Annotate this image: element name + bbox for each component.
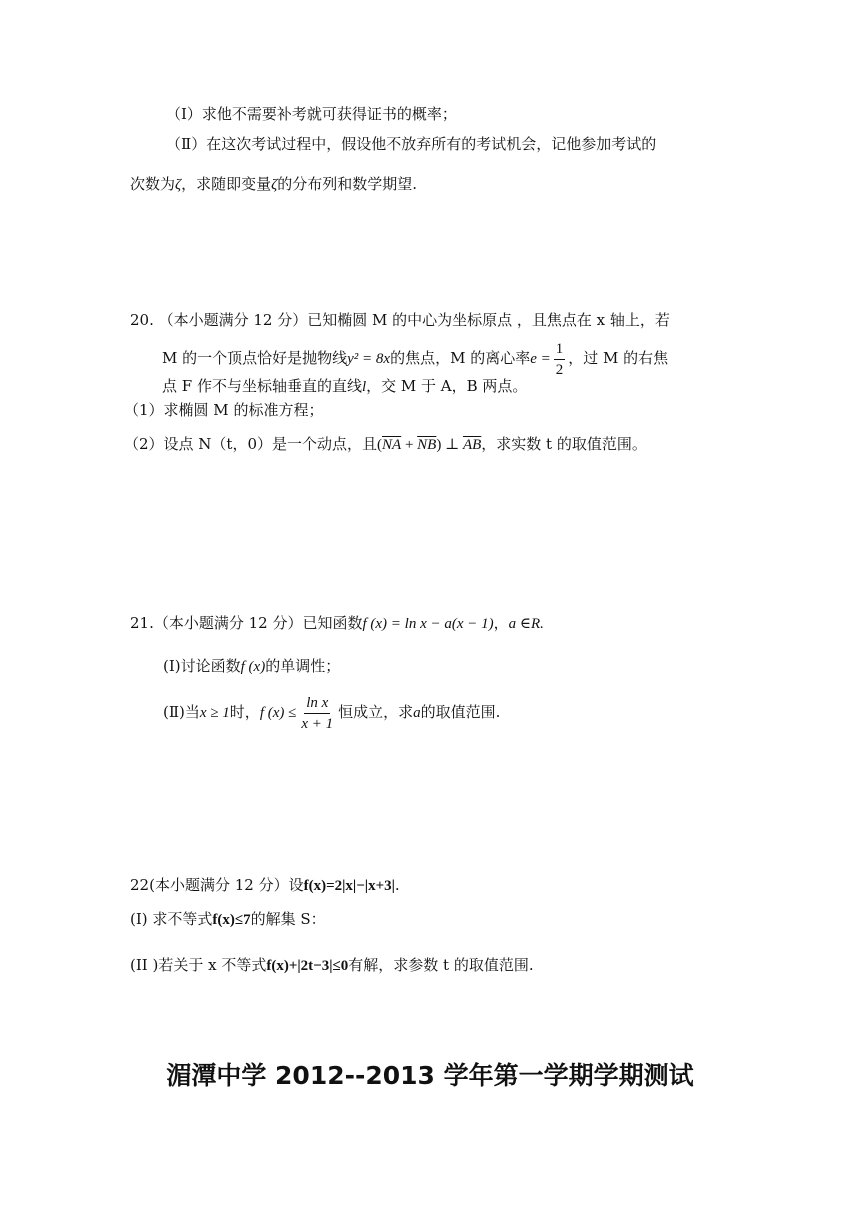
eccentricity-fraction: $\frac{1}{2}$ [555, 340, 564, 378]
p20-line2: M 的一个顶点恰好是抛物线y² = 8x的焦点，M 的离心率e = $\frac{1}{2}$ ，过 M 的右焦 [162, 340, 669, 378]
p22-part2: (II )若关于 x 不等式f(x)+|2t−3|≤0有解，求参数 t 的取值范围. [130, 956, 534, 974]
p20-q1: （1）求椭圆 M 的标准方程； [124, 401, 324, 419]
p19-part2-line2: 次数为ζ，求随即变量ζ的分布列和数学期望. [130, 175, 417, 193]
inequality-fraction: $\frac{\text{ln x}}{x + 1}$ [301, 694, 334, 732]
p19-part2-line1: （Ⅱ）在这次考试过程中，假设他不放弃所有的考试机会，记他参加考试的 [166, 135, 657, 153]
vector-AB: $\overline{AB}$ [462, 437, 482, 453]
p22-part1: (Ⅰ) 求不等式f(x)≤7的解集 S： [130, 910, 326, 928]
vector-NB: $\overline{NB}$ [417, 437, 437, 453]
eccentricity-lhs: e = [530, 351, 551, 367]
page-title: 湄潭中学 2012--2013 学年第一学期学期测试 [166, 1061, 694, 1090]
var-zeta: ζ [271, 177, 278, 193]
vector-NA: $\overline{NA}$ [382, 437, 402, 453]
p20-line3: 点 F 作不与坐标轴垂直的直线l，交 M 于 A，B 两点。 [162, 377, 528, 395]
var-zeta: ζ [175, 177, 182, 193]
p21-line1: 21.（本小题满分 12 分）已知函数f (x) = ln x − a(x − 1)，a ∈R. [130, 614, 544, 632]
p22-line1: 22(本小题满分 12 分）设f(x)=2|x|−|x+3|. [130, 876, 400, 894]
p20-q2: （2）设点 N（t，0）是一个动点，且$(\overline{NA} + \overline{NB})$ ⊥ $\overline{AB}$，求实数 t 的取值范围。 [124, 435, 647, 453]
p19-part1: （Ⅰ）求他不需要补考就可获得证书的概率； [166, 105, 457, 123]
parabola-formula: y² = 8x [347, 351, 391, 367]
parameter-domain: a ∈R. [508, 616, 544, 632]
p21-part1: (Ⅰ)讨论函数f (x)的单调性； [163, 657, 341, 675]
p21-part2: (Ⅱ)当x ≥ 1时，f (x) ≤ $\frac{\text{ln x}}{x + 1}$ 恒成立，求a的取值范围. [163, 694, 501, 732]
function-definition: f(x)=2|x|−|x+3| [303, 878, 395, 894]
p20-line1: 20. （本小题满分 12 分）已知椭圆 M 的中心为坐标原点 ，且焦点在 x 轴上，若 [130, 311, 670, 329]
var-l: l [361, 379, 367, 395]
function-definition: f (x) = ln x − a(x − 1) [362, 616, 494, 632]
